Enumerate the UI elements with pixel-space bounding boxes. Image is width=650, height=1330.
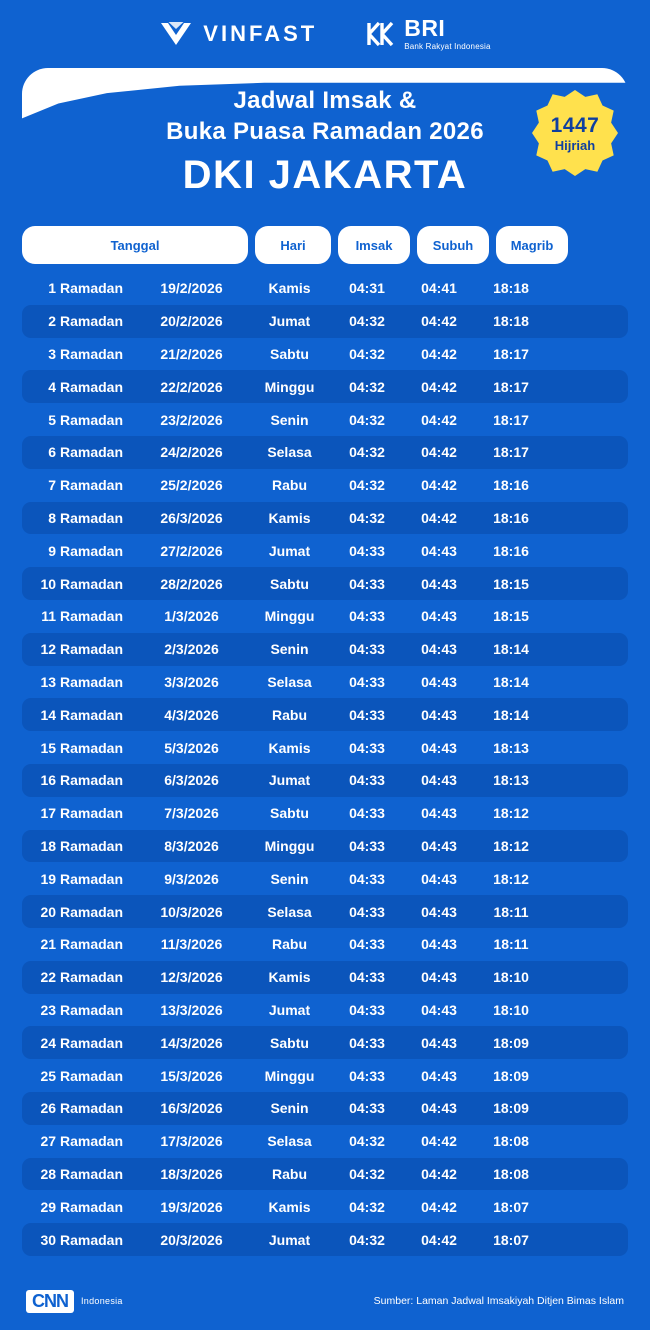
cell-magrib: 18:14: [493, 673, 529, 690]
table-row: [22, 1190, 628, 1223]
cell-magrib: 18:14: [493, 706, 529, 723]
cell-date: 19/2/2026: [160, 280, 223, 297]
cell-imsak: 04:32: [349, 1198, 385, 1215]
table-row: [22, 994, 628, 1027]
cell-hari: Jumat: [268, 772, 311, 789]
cell-ramadan: 23 Ramadan: [40, 1001, 123, 1018]
cell-ramadan: 4 Ramadan: [48, 378, 123, 395]
cell-imsak: 04:33: [349, 1067, 385, 1084]
brand-divider: [341, 21, 342, 47]
cnn-logo-mark: CNN: [26, 1290, 74, 1313]
table-row: [22, 403, 628, 436]
cell-subuh: 04:43: [421, 805, 457, 822]
column-header-subuh: Subuh: [417, 226, 489, 264]
bri-sublabel: Bank Rakyat Indonesia: [404, 42, 491, 51]
cell-imsak: 04:32: [349, 477, 385, 494]
cell-subuh: 04:42: [421, 1198, 457, 1215]
cell-magrib: 18:18: [493, 313, 529, 330]
cell-date: 12/3/2026: [160, 969, 223, 986]
cell-hari: Selasa: [267, 903, 312, 920]
cell-imsak: 04:33: [349, 673, 385, 690]
cell-subuh: 04:42: [421, 477, 457, 494]
cell-hari: Sabtu: [270, 345, 309, 362]
cell-date: 4/3/2026: [164, 706, 219, 723]
cell-hari: Kamis: [268, 739, 311, 756]
cell-subuh: 04:43: [421, 1001, 457, 1018]
cell-magrib: 18:12: [493, 805, 529, 822]
cell-magrib: 18:12: [493, 837, 529, 854]
cell-imsak: 04:32: [349, 345, 385, 362]
cell-magrib: 18:17: [493, 411, 529, 428]
cell-date: 11/3/2026: [160, 936, 223, 953]
cell-magrib: 18:17: [493, 444, 529, 461]
table-row: [22, 764, 628, 797]
cell-ramadan: 13 Ramadan: [40, 673, 123, 690]
page-title-line2: Buka Puasa Ramadan 2026: [166, 117, 484, 145]
cell-magrib: 18:12: [493, 870, 529, 887]
cell-subuh: 04:43: [421, 903, 457, 920]
table-row: [22, 731, 628, 764]
cell-magrib: 18:10: [493, 1001, 529, 1018]
cell-date: 23/2/2026: [160, 411, 223, 428]
cell-ramadan: 15 Ramadan: [40, 739, 123, 756]
cell-ramadan: 1 Ramadan: [48, 280, 123, 297]
cell-magrib: 18:18: [493, 280, 529, 297]
cell-ramadan: 11 Ramadan: [41, 608, 123, 625]
table-row: [22, 1158, 628, 1191]
cell-magrib: 18:16: [493, 477, 529, 494]
column-header-imsak: Imsak: [338, 226, 410, 264]
table-header-row: [22, 226, 628, 264]
cnn-indonesia-logo: [26, 1290, 123, 1313]
cell-hari: Senin: [270, 870, 309, 887]
table-row: [22, 633, 628, 666]
cell-imsak: 04:33: [349, 1034, 385, 1051]
cell-ramadan: 27 Ramadan: [40, 1133, 123, 1150]
cell-hari: Jumat: [268, 1231, 311, 1248]
page-title-line1: Jadwal Imsak &: [233, 87, 417, 114]
table-row: [22, 567, 628, 600]
cell-magrib: 18:11: [493, 903, 529, 920]
cell-magrib: 18:10: [493, 969, 529, 986]
cell-ramadan: 12 Ramadan: [40, 641, 123, 658]
cell-ramadan: 7 Ramadan: [48, 477, 123, 494]
cell-magrib: 18:08: [493, 1165, 529, 1182]
column-header-hari: Hari: [255, 226, 331, 264]
cell-date: 14/3/2026: [160, 1034, 223, 1051]
cell-magrib: 18:09: [493, 1100, 529, 1117]
column-header-tanggal: Tanggal: [22, 226, 248, 264]
cell-subuh: 04:42: [421, 411, 457, 428]
cell-magrib: 18:16: [493, 542, 529, 559]
cell-date: 5/3/2026: [164, 739, 219, 756]
badge-year: 1447: [550, 114, 600, 137]
header-card: [22, 68, 628, 216]
bri-logo-icon: [366, 20, 396, 48]
cell-imsak: 04:33: [349, 936, 385, 953]
cell-ramadan: 14 Ramadan: [40, 706, 123, 723]
cell-ramadan: 29 Ramadan: [40, 1198, 123, 1215]
vinfast-v-logo-icon: [159, 21, 193, 47]
table-row: [22, 797, 628, 830]
cell-imsak: 04:33: [349, 542, 385, 559]
cell-magrib: 18:09: [493, 1034, 529, 1051]
cell-subuh: 04:42: [421, 1165, 457, 1182]
cell-ramadan: 30 Ramadan: [40, 1231, 123, 1248]
cell-ramadan: 28 Ramadan: [40, 1165, 123, 1182]
table-row: [22, 338, 628, 371]
cell-imsak: 04:33: [349, 739, 385, 756]
table-row: [22, 436, 628, 469]
cell-imsak: 04:32: [349, 1231, 385, 1248]
cell-ramadan: 16 Ramadan: [40, 772, 123, 789]
cell-hari: Senin: [270, 641, 309, 658]
cell-date: 9/3/2026: [164, 870, 219, 887]
bri-text-block: [404, 17, 490, 51]
cell-date: 16/3/2026: [160, 1100, 223, 1117]
cell-magrib: 18:17: [493, 378, 529, 395]
cell-ramadan: 19 Ramadan: [40, 870, 123, 887]
cell-subuh: 04:43: [421, 673, 457, 690]
cell-subuh: 04:42: [421, 313, 457, 330]
cell-hari: Rabu: [272, 936, 307, 953]
cell-magrib: 18:13: [493, 772, 529, 789]
cell-hari: Jumat: [268, 313, 311, 330]
cell-subuh: 04:41: [421, 280, 457, 297]
cell-ramadan: 2 Ramadan: [48, 313, 123, 330]
cell-magrib: 18:17: [493, 345, 529, 362]
table-row: [22, 272, 628, 305]
cell-subuh: 04:42: [421, 1231, 457, 1248]
table-row: [22, 698, 628, 731]
cell-imsak: 04:33: [349, 805, 385, 822]
cell-date: 20/2/2026: [160, 313, 223, 330]
cell-ramadan: 20 Ramadan: [40, 903, 123, 920]
cell-date: 1/3/2026: [164, 608, 219, 625]
cell-hari: Senin: [270, 1100, 309, 1117]
cell-date: 2/3/2026: [164, 641, 219, 658]
cell-hari: Minggu: [264, 837, 315, 854]
cell-hari: Kamis: [268, 280, 311, 297]
cell-magrib: 18:14: [493, 641, 529, 658]
table-row: [22, 830, 628, 863]
cell-hari: Sabtu: [270, 805, 309, 822]
cell-imsak: 04:33: [349, 575, 385, 592]
table-row: [22, 502, 628, 535]
cell-date: 7/3/2026: [164, 805, 219, 822]
cell-magrib: 18:08: [493, 1133, 529, 1150]
cell-imsak: 04:33: [349, 1100, 385, 1117]
cell-imsak: 04:32: [349, 378, 385, 395]
cell-subuh: 04:43: [421, 1034, 457, 1051]
brand-bar: [0, 0, 650, 68]
cell-hari: Kamis: [268, 969, 311, 986]
cell-subuh: 04:42: [421, 444, 457, 461]
cell-hari: Sabtu: [270, 575, 309, 592]
cell-imsak: 04:33: [349, 870, 385, 887]
table-row: [22, 895, 628, 928]
cell-date: 10/3/2026: [160, 903, 223, 920]
cell-ramadan: 10 Ramadan: [40, 575, 123, 592]
cell-magrib: 18:15: [493, 608, 529, 625]
cell-imsak: 04:32: [349, 313, 385, 330]
cell-ramadan: 22 Ramadan: [40, 969, 123, 986]
cell-hari: Rabu: [272, 1165, 307, 1182]
table-row: [22, 1092, 628, 1125]
cell-hari: Selasa: [267, 673, 312, 690]
cell-imsak: 04:32: [349, 509, 385, 526]
cell-subuh: 04:42: [421, 378, 457, 395]
cell-imsak: 04:32: [349, 444, 385, 461]
cnn-logo-sublabel: Indonesia: [81, 1296, 123, 1306]
cell-hari: Selasa: [267, 1133, 312, 1150]
cell-hari: Minggu: [264, 608, 315, 625]
cell-magrib: 18:09: [493, 1067, 529, 1084]
table-row: [22, 666, 628, 699]
cell-subuh: 04:43: [421, 542, 457, 559]
cell-imsak: 04:33: [349, 641, 385, 658]
cell-ramadan: 6 Ramadan: [48, 444, 123, 461]
cell-subuh: 04:43: [421, 706, 457, 723]
cell-imsak: 04:33: [349, 837, 385, 854]
footer: [0, 1272, 650, 1330]
cell-ramadan: 8 Ramadan: [48, 509, 123, 526]
cell-hari: Kamis: [268, 509, 311, 526]
cell-date: 27/2/2026: [160, 542, 223, 559]
cell-date: 24/2/2026: [160, 444, 223, 461]
cell-subuh: 04:43: [421, 936, 457, 953]
cell-date: 26/3/2026: [160, 509, 223, 526]
cell-subuh: 04:43: [421, 739, 457, 756]
cell-imsak: 04:32: [349, 1165, 385, 1182]
cell-date: 15/3/2026: [160, 1067, 223, 1084]
cell-hari: Minggu: [264, 378, 315, 395]
cell-subuh: 04:43: [421, 608, 457, 625]
cell-imsak: 04:33: [349, 1001, 385, 1018]
cell-hari: Jumat: [268, 542, 311, 559]
cell-subuh: 04:43: [421, 870, 457, 887]
cell-date: 20/3/2026: [160, 1231, 223, 1248]
cell-imsak: 04:33: [349, 969, 385, 986]
cell-imsak: 04:33: [349, 608, 385, 625]
table-row: [22, 1223, 628, 1256]
badge-label: Hijriah: [554, 138, 596, 153]
cell-date: 18/3/2026: [160, 1165, 223, 1182]
schedule-table: [22, 226, 628, 1256]
cell-imsak: 04:33: [349, 903, 385, 920]
cell-ramadan: 17 Ramadan: [40, 805, 123, 822]
cell-subuh: 04:42: [421, 1133, 457, 1150]
cell-subuh: 04:43: [421, 1100, 457, 1117]
page-title-city: DKI JAKARTA: [182, 153, 468, 198]
cell-subuh: 04:43: [421, 1067, 457, 1084]
table-row: [22, 961, 628, 994]
bri-label: BRI: [404, 15, 446, 41]
table-row: [22, 1059, 628, 1092]
cell-hari: Selasa: [267, 444, 312, 461]
cell-imsak: 04:31: [349, 280, 385, 297]
cell-magrib: 18:11: [493, 936, 529, 953]
cell-ramadan: 5 Ramadan: [48, 411, 123, 428]
cell-ramadan: 21 Ramadan: [40, 936, 123, 953]
table-row: [22, 600, 628, 633]
cell-subuh: 04:43: [421, 837, 457, 854]
cell-hari: Rabu: [272, 477, 307, 494]
vinfast-label: VINFAST: [203, 21, 318, 46]
cell-subuh: 04:42: [421, 509, 457, 526]
cell-date: 25/2/2026: [160, 477, 223, 494]
cell-magrib: 18:15: [493, 575, 529, 592]
cell-hari: Jumat: [268, 1001, 311, 1018]
table-row: [22, 1125, 628, 1158]
table-row: [22, 305, 628, 338]
cell-imsak: 04:32: [349, 1133, 385, 1150]
cell-imsak: 04:33: [349, 772, 385, 789]
cell-subuh: 04:43: [421, 969, 457, 986]
table-row: [22, 370, 628, 403]
table-body: [22, 272, 628, 1256]
cell-date: 13/3/2026: [160, 1001, 223, 1018]
table-row: [22, 862, 628, 895]
bri-logo: [366, 17, 490, 51]
cell-magrib: 18:07: [493, 1198, 529, 1215]
cell-imsak: 04:32: [349, 411, 385, 428]
cell-hari: Sabtu: [270, 1034, 309, 1051]
cell-magrib: 18:07: [493, 1231, 529, 1248]
table-row: [22, 534, 628, 567]
table-row: [22, 469, 628, 502]
cell-date: 6/3/2026: [164, 772, 219, 789]
cell-magrib: 18:16: [493, 509, 529, 526]
cell-hari: Senin: [270, 411, 309, 428]
cell-ramadan: 25 Ramadan: [40, 1067, 123, 1084]
cell-date: 28/2/2026: [160, 575, 223, 592]
cell-ramadan: 26 Ramadan: [40, 1100, 123, 1117]
cell-ramadan: 3 Ramadan: [48, 345, 123, 362]
table-row: [22, 1026, 628, 1059]
source-note: Sumber: Laman Jadwal Imsakiyah Ditjen Bimas Islam: [373, 1295, 624, 1307]
cell-date: 19/3/2026: [160, 1198, 223, 1215]
cell-imsak: 04:33: [349, 706, 385, 723]
cell-date: 17/3/2026: [160, 1133, 223, 1150]
vinfast-logo: [159, 21, 317, 47]
cell-hari: Rabu: [272, 706, 307, 723]
cell-date: 21/2/2026: [160, 345, 223, 362]
cell-ramadan: 18 Ramadan: [40, 837, 123, 854]
cell-date: 8/3/2026: [164, 837, 219, 854]
cell-subuh: 04:43: [421, 772, 457, 789]
cell-magrib: 18:13: [493, 739, 529, 756]
column-header-magrib: Magrib: [496, 226, 568, 264]
cell-ramadan: 24 Ramadan: [40, 1034, 123, 1051]
star-badge-icon: [532, 90, 618, 176]
cell-hari: Kamis: [268, 1198, 311, 1215]
cell-hari: Minggu: [264, 1067, 315, 1084]
cell-date: 22/2/2026: [160, 378, 223, 395]
table-row: [22, 928, 628, 961]
cell-date: 3/3/2026: [164, 673, 219, 690]
cell-subuh: 04:43: [421, 641, 457, 658]
cell-subuh: 04:43: [421, 575, 457, 592]
cell-subuh: 04:42: [421, 345, 457, 362]
cell-ramadan: 9 Ramadan: [48, 542, 123, 559]
